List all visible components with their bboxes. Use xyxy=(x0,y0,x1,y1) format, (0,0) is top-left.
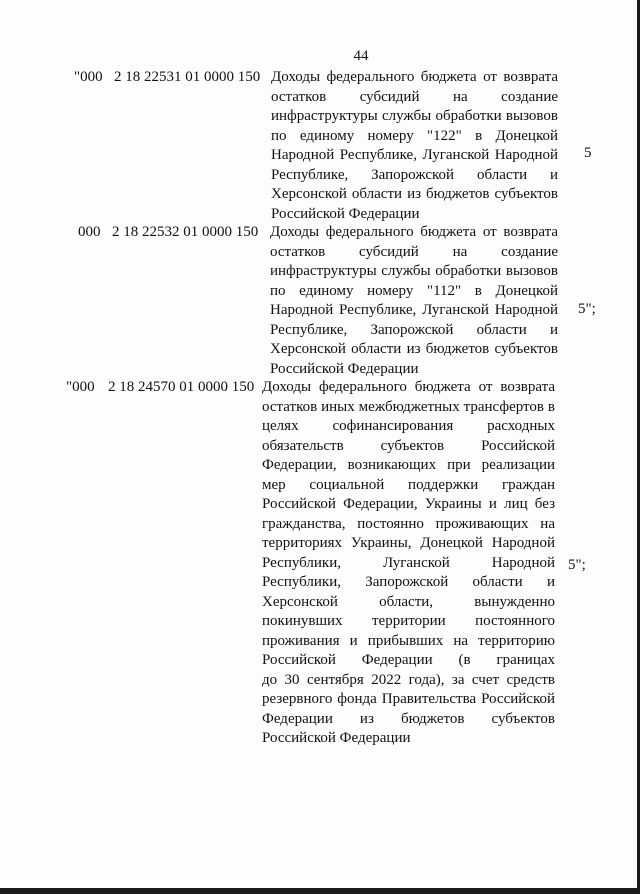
description-line: Республики, Луганской Народной xyxy=(262,554,555,571)
description-line: гражданства, постоянно проживающих на xyxy=(262,515,555,532)
row-prefix: "000 xyxy=(74,69,103,85)
description-line: Российской Федерации xyxy=(271,205,420,222)
description-line: Народной Республике, Луганской Народной xyxy=(271,147,558,163)
budget-code: 2 18 22531 01 0000 150 xyxy=(114,69,261,85)
description-line: до 30 сентября 2022 года), за счет средств xyxy=(262,671,555,688)
description-line: инфраструктуры службы обработки вызовов xyxy=(270,263,558,279)
row-description xyxy=(271,68,558,224)
description-line: Российской Федерации xyxy=(270,360,419,377)
description-line: проживания и прибывших на территорию xyxy=(262,632,555,649)
scan-edge-bottom xyxy=(0,888,640,894)
description-line: Российской Федерации (в границах xyxy=(262,652,555,668)
description-line: Федерации, возникающих при реализации xyxy=(262,457,555,473)
description-line: по единому номеру "122" в Донецкой xyxy=(271,127,558,144)
description-line: остатков субсидий на создание xyxy=(271,88,558,105)
description-line: Доходы федерального бюджета от возврата xyxy=(270,224,558,240)
description-line: целях софинансирования расходных xyxy=(262,418,555,434)
description-line: Херсонской области из бюджетов субъектов xyxy=(271,186,558,202)
description-line: Херсонской области, вынужденно xyxy=(262,593,555,610)
description-line: мер социальной поддержки граждан xyxy=(262,476,555,493)
description-line: остатков субсидий на создание xyxy=(270,243,558,260)
description-line: Доходы федерального бюджета от возврата xyxy=(262,379,555,395)
description-line: остатков иных межбюджетных трансфертов в xyxy=(262,398,555,415)
page-number: 44 xyxy=(353,48,369,64)
description-line: Республике, Запорожской области и xyxy=(270,321,558,338)
description-line: Российской Федерации xyxy=(262,730,411,746)
description-line: Доходы федерального бюджета от возврата xyxy=(271,69,558,85)
description-line: Республики, Запорожской области и xyxy=(262,574,555,590)
description-line: Федерации из бюджетов субъектов xyxy=(262,710,555,727)
row-description xyxy=(270,223,558,379)
description-line: по единому номеру "112" в Донецкой xyxy=(270,282,558,299)
row-description xyxy=(262,378,555,749)
description-line: Республике, Запорожской области и xyxy=(271,166,558,183)
description-line: Херсонской области из бюджетов субъектов xyxy=(270,341,558,357)
row-amount: 5"; xyxy=(568,557,586,573)
row-prefix: 000 xyxy=(78,224,101,240)
budget-code: 2 18 24570 01 0000 150 xyxy=(108,379,255,395)
budget-code: 2 18 22532 01 0000 150 xyxy=(112,224,259,240)
description-line: обязательств субъектов Российской xyxy=(262,437,555,454)
row-amount: 5 xyxy=(584,145,592,161)
description-line: покинувших территории постоянного xyxy=(262,613,555,629)
description-line: инфраструктуры службы обработки вызовов xyxy=(271,108,558,124)
row-prefix: "000 xyxy=(66,379,95,395)
description-line: Российской Федерации, Украины и лиц без xyxy=(262,496,555,512)
description-line: резервного фонда Правительства Российской xyxy=(262,691,555,707)
row-amount: 5"; xyxy=(578,301,596,317)
description-line: Народной Республике, Луганской Народной xyxy=(270,302,558,318)
description-line: территориях Украины, Донецкой Народной xyxy=(262,535,555,551)
